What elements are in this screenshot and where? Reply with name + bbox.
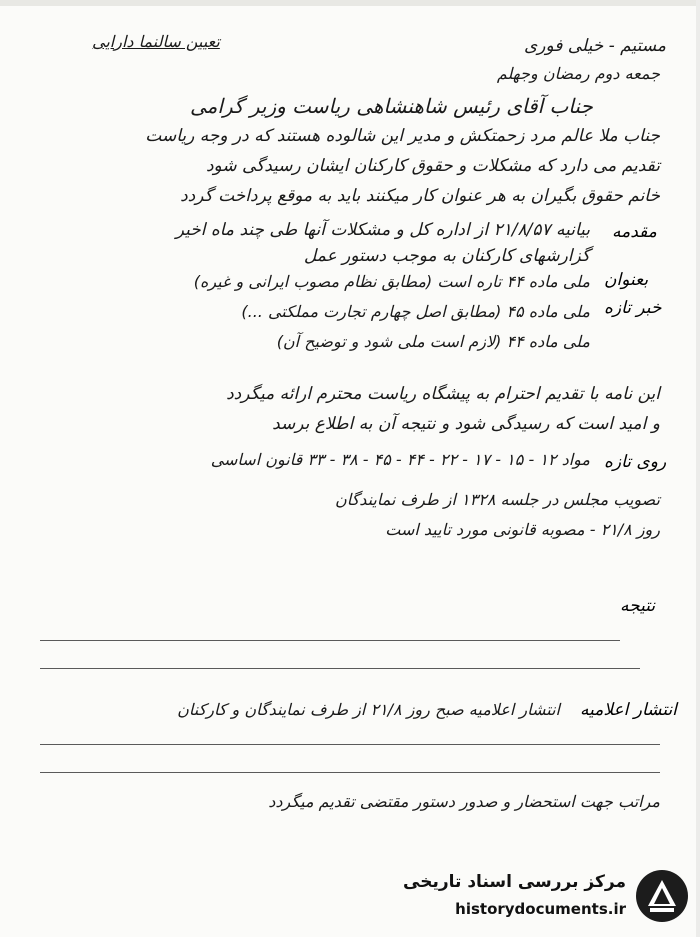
archive-title: مرکز بررسی اسناد تاریخی	[403, 872, 626, 892]
paragraph-line: و امید است که رسیدگی شود و نتیجه آن به اطلاع برسد	[272, 414, 660, 434]
list-item: تصویب مجلس در جلسه ۱۳۲۸ از طرف نمایندگان	[334, 490, 660, 509]
margin-label: نتیجه	[620, 596, 656, 616]
paragraph-line: گزارشهای کارکنان به موجب دستور عمل	[303, 246, 590, 266]
margin-label: انتشار اعلامیه	[580, 700, 677, 720]
paragraph-line: مراتب جهت استحضار و صدور دستور مقتضی تقدیم میگردد	[268, 792, 660, 811]
scan-edge	[696, 0, 700, 937]
margin-label: بعنوان	[604, 270, 649, 290]
scan-edge	[0, 0, 700, 6]
list-item: ملی ماده ۴۵ (مطابق اصل چهارم تجارت مملکتی ...)	[241, 302, 590, 321]
paragraph-line: انتشار اعلامیه صبح روز ۲۱/۸ از طرف نمایندگان و کارکنان	[177, 700, 560, 719]
list-item: روز ۲۱/۸ - مصوبه قانونی مورد تایید است	[385, 520, 660, 539]
scribble-line	[40, 744, 660, 745]
margin-label: خبر تازه	[604, 298, 662, 318]
document-date-note: جمعه دوم رمضان وجهلم	[496, 64, 660, 83]
archive-url[interactable]: historydocuments.ir	[455, 900, 626, 918]
scribble-line	[40, 772, 660, 773]
document-title: جناب آقای رئیس شاهنشاهی ریاست وزیر گرامی	[190, 94, 593, 118]
paragraph-line: خانم حقوق بگیران به هر عنوان کار میکنند باید به موقع پرداخت گردد	[180, 186, 660, 206]
list-item: ملی ماده ۴۴ تاره است (مطابق نظام مصوب ایرانی و غیره)	[193, 272, 590, 291]
paragraph-line: بیانیه ۲۱/۸/۵۷ از اداره کل و مشکلات آنها طی چند ماه اخیر	[175, 220, 590, 240]
paragraph-line: این نامه با تقدیم احترام به پیشگاه ریاست محترم ارائه میگردد	[226, 384, 660, 404]
archive-watermark	[403, 862, 696, 930]
scribble-line	[40, 640, 620, 641]
document-top-left-note: تعیین سالنما دارایی	[92, 32, 220, 51]
list-item: مواد ۱۲ - ۱۵ - ۱۷ - ۲۲ - ۴۴ - ۴۵ - ۳۸ - ۳۳ قانون اساسی	[210, 450, 590, 469]
scribble-line	[40, 668, 640, 669]
archive-logo-icon	[634, 868, 690, 924]
margin-label: روی تازه	[604, 452, 667, 472]
margin-label: مقدمه	[612, 222, 657, 242]
paragraph-line: تقدیم می دارد که مشکلات و حقوق کارکنان ایشان رسیدگی شود	[205, 156, 660, 176]
list-item: ملی ماده ۴۴ (لازم است ملی شود و توضیح آن)	[276, 332, 590, 351]
document-classification: مستیم - خیلی فوری	[523, 36, 666, 56]
paragraph-line: جناب ملا عالم مرد زحمتکش و مدیر این شالوده هستند که در وجه ریاست	[145, 126, 660, 146]
